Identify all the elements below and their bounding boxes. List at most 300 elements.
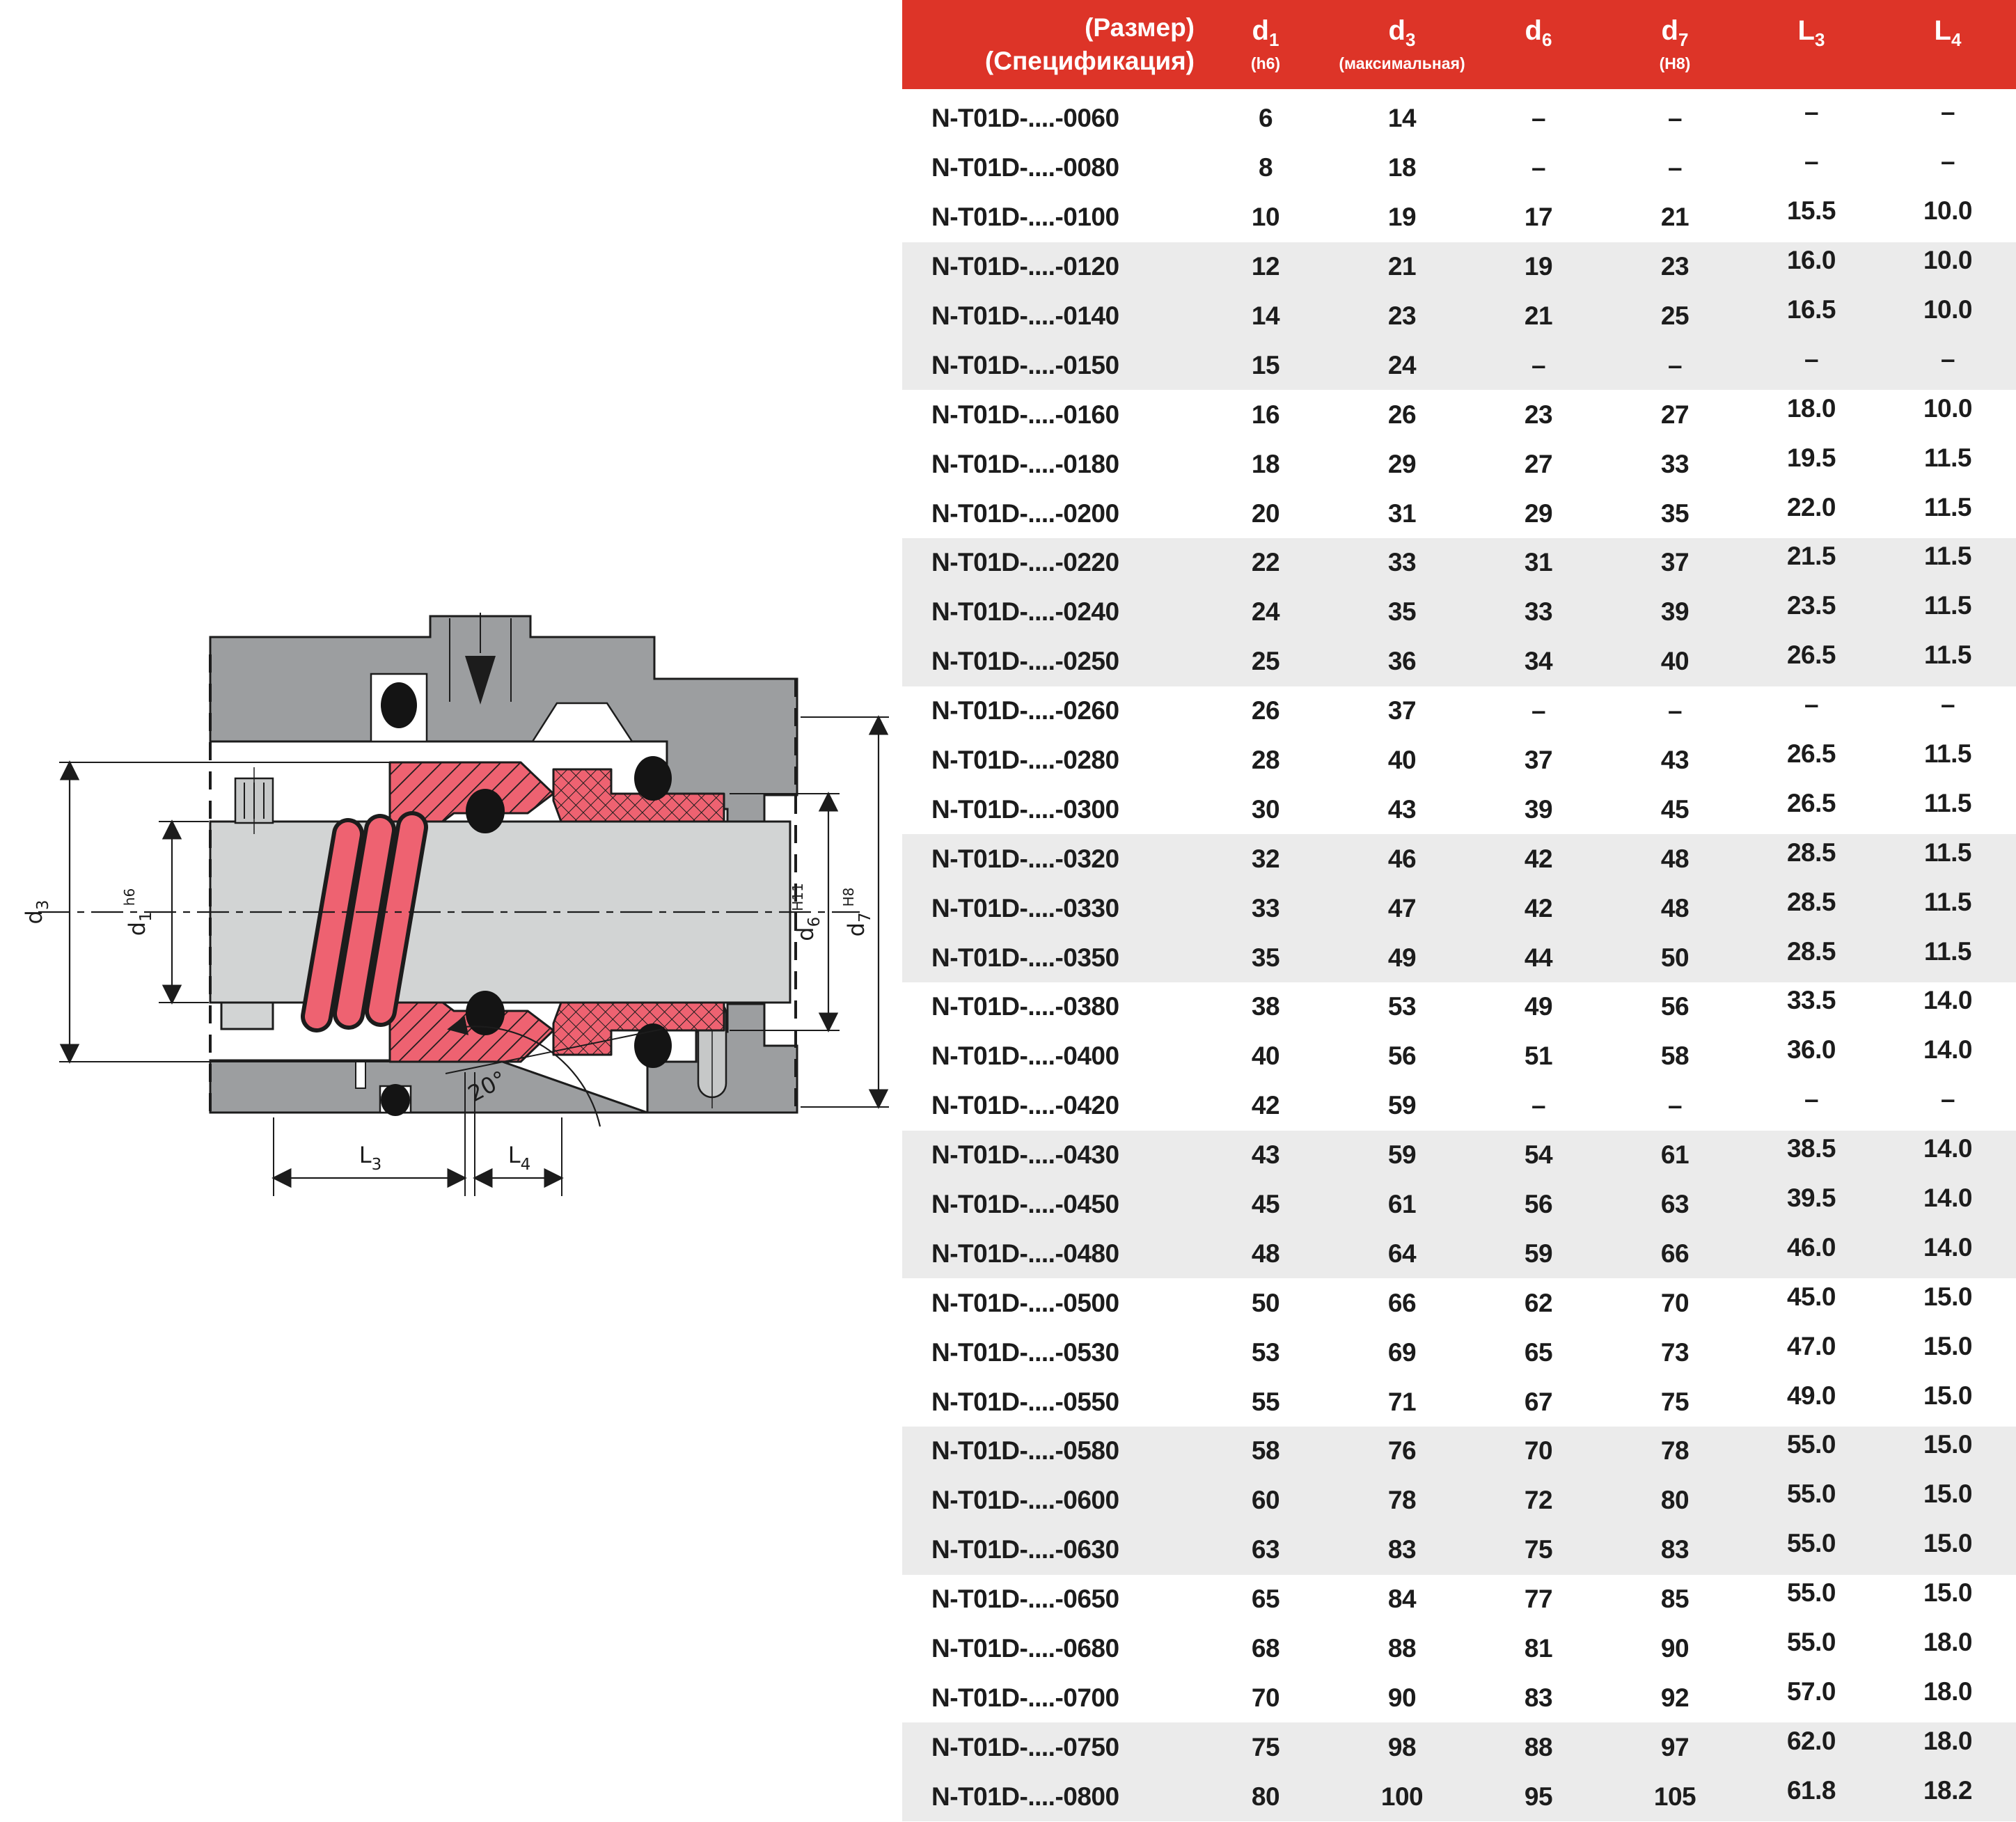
L3-label: $L_3$	[359, 1142, 382, 1174]
value-cell: 21	[1524, 301, 1553, 330]
model-cell: N-T01D-....-0280	[931, 746, 1119, 775]
value-cell: 18	[1251, 449, 1280, 478]
value-cell: 23	[1660, 252, 1690, 281]
value-cell: 67	[1524, 1387, 1553, 1416]
value-cell: 33	[1387, 548, 1417, 577]
value-cell: 54	[1524, 1140, 1553, 1170]
value-cell: 11.5	[1924, 591, 1971, 620]
value-cell: 38.5	[1786, 1134, 1836, 1163]
spec-row	[902, 1180, 2016, 1230]
value-cell: 51	[1524, 1042, 1553, 1071]
model-cell: N-T01D-....-0320	[931, 844, 1119, 873]
spec-row	[902, 1328, 2016, 1377]
value-cell: 97	[1660, 1732, 1690, 1761]
value-cell: 25	[1660, 301, 1690, 330]
model-cell: N-T01D-....-0480	[931, 1239, 1119, 1268]
value-cell: 83	[1387, 1535, 1417, 1564]
value-cell: 45	[1660, 794, 1690, 824]
value-cell: 62.0	[1786, 1726, 1836, 1755]
value-cell: 14.0	[1923, 1232, 1972, 1262]
value-cell: 39	[1524, 794, 1553, 824]
value-cell: 47.0	[1786, 1331, 1836, 1360]
L4-label: $L_4$	[507, 1142, 531, 1174]
value-cell: 71	[1387, 1387, 1417, 1416]
value-cell: 14.0	[1923, 1035, 1972, 1065]
d7-label: $d_7^{H8}$	[840, 887, 874, 937]
model-cell: N-T01D-....-0700	[931, 1683, 1119, 1712]
value-cell: –	[1531, 153, 1546, 182]
model-cell: N-T01D-....-0800	[931, 1782, 1119, 1811]
value-cell: 15.0	[1923, 1430, 1972, 1459]
spec-row	[902, 686, 2016, 736]
value-cell: 19	[1387, 203, 1417, 232]
value-cell: 66	[1660, 1239, 1690, 1268]
value-cell: 75	[1660, 1387, 1690, 1416]
seal-cross-section-diagram	[0, 613, 891, 1281]
col-header-d6: $d_6$	[1525, 15, 1552, 50]
value-cell: 70	[1251, 1683, 1280, 1712]
value-cell: 14	[1251, 301, 1280, 330]
value-cell: 10.0	[1923, 196, 1972, 226]
value-cell: 22.0	[1786, 492, 1836, 521]
value-cell: –	[1531, 1091, 1546, 1120]
value-cell: 80	[1660, 1486, 1690, 1515]
spec-table-header	[902, 0, 2016, 89]
spec-row	[902, 292, 2016, 341]
spec-row	[902, 1575, 2016, 1624]
value-cell: 24	[1251, 597, 1280, 627]
spec-row	[902, 982, 2016, 1032]
seal-diagram	[0, 613, 891, 1281]
value-cell: 14.0	[1923, 986, 1972, 1015]
value-cell: 49	[1524, 992, 1553, 1021]
spec-table-body	[902, 94, 2016, 1821]
model-cell: N-T01D-....-0580	[931, 1436, 1119, 1466]
value-cell: 16.0	[1786, 246, 1836, 275]
col-header-d3: $d_3$ (максимальная)	[1339, 15, 1465, 72]
value-cell: 11.5	[1924, 492, 1971, 521]
spec-row	[902, 439, 2016, 489]
value-cell: 33.5	[1786, 986, 1836, 1015]
value-cell: 18.0	[1786, 393, 1836, 423]
value-cell: 15.0	[1923, 1479, 1972, 1509]
value-cell: –	[1531, 350, 1546, 379]
value-cell: 84	[1387, 1585, 1417, 1614]
value-cell: 23.5	[1786, 591, 1836, 620]
value-cell: 11.5	[1924, 641, 1971, 670]
model-cell: N-T01D-....-0250	[931, 647, 1119, 676]
value-cell: 11.5	[1924, 542, 1971, 571]
model-cell: N-T01D-....-0350	[931, 943, 1119, 972]
value-cell: 53	[1251, 1337, 1280, 1367]
value-cell: 22	[1251, 548, 1280, 577]
shaft-shoulder	[221, 1003, 273, 1029]
value-cell: 83	[1524, 1683, 1553, 1712]
value-cell: –	[1940, 97, 1955, 127]
value-cell: 18.2	[1923, 1775, 1972, 1805]
spec-row	[902, 933, 2016, 982]
value-cell: 55	[1251, 1387, 1280, 1416]
value-cell: 11.5	[1924, 887, 1971, 916]
model-cell: N-T01D-....-0240	[931, 597, 1119, 627]
value-cell: 73	[1660, 1337, 1690, 1367]
col-header-d7: $d_7$ (H8)	[1659, 15, 1691, 72]
value-cell: 46	[1387, 844, 1417, 873]
value-cell: 35	[1387, 597, 1417, 627]
spec-row	[902, 242, 2016, 292]
value-cell: 23	[1387, 301, 1417, 330]
o-ring-top-left	[466, 789, 505, 833]
value-cell: 21.5	[1786, 542, 1836, 571]
value-cell: 42	[1251, 1091, 1280, 1120]
value-cell: 18.0	[1923, 1676, 1972, 1706]
value-cell: –	[1940, 344, 1955, 373]
value-cell: 31	[1387, 498, 1417, 528]
value-cell: 27	[1660, 400, 1690, 429]
spec-row	[902, 1525, 2016, 1575]
bottom-slot	[356, 1060, 365, 1088]
value-cell: 36.0	[1786, 1035, 1836, 1065]
value-cell: 11.5	[1924, 443, 1971, 472]
model-cell: N-T01D-....-0420	[931, 1091, 1119, 1120]
model-cell: N-T01D-....-0140	[931, 301, 1119, 330]
value-cell: 65	[1251, 1585, 1280, 1614]
value-cell: 37	[1660, 548, 1690, 577]
model-cell: N-T01D-....-0260	[931, 696, 1119, 725]
o-ring-bottom-housing	[381, 1084, 410, 1116]
value-cell: 26	[1387, 400, 1417, 429]
value-cell: 65	[1524, 1337, 1553, 1367]
value-cell: 48	[1251, 1239, 1280, 1268]
value-cell: 72	[1524, 1486, 1553, 1515]
value-cell: 8	[1258, 153, 1273, 182]
model-cell: N-T01D-....-0430	[931, 1140, 1119, 1170]
spec-row	[902, 489, 2016, 538]
value-cell: 69	[1387, 1337, 1417, 1367]
value-cell: 11.5	[1924, 936, 1971, 966]
d1-label: $d_1^{h6}$	[121, 888, 155, 936]
spec-row	[902, 1427, 2016, 1476]
value-cell: 90	[1387, 1683, 1417, 1712]
spring-coils	[317, 827, 412, 1016]
model-cell: N-T01D-....-0680	[931, 1634, 1119, 1663]
model-cell: N-T01D-....-0150	[931, 350, 1119, 379]
value-cell: 31	[1524, 548, 1553, 577]
value-cell: 21	[1387, 252, 1417, 281]
value-cell: 26.5	[1786, 739, 1836, 769]
value-cell: 68	[1251, 1634, 1280, 1663]
value-cell: 42	[1524, 893, 1553, 922]
model-cell: N-T01D-....-0500	[931, 1288, 1119, 1317]
value-cell: –	[1940, 147, 1955, 176]
value-cell: 15.0	[1923, 1381, 1972, 1410]
value-cell: 28.5	[1786, 838, 1836, 867]
value-cell: 80	[1251, 1782, 1280, 1811]
value-cell: 61	[1660, 1140, 1690, 1170]
value-cell: 38	[1251, 992, 1280, 1021]
model-cell: N-T01D-....-0220	[931, 548, 1119, 577]
value-cell: –	[1531, 104, 1546, 133]
value-cell: 15.0	[1923, 1331, 1972, 1360]
value-cell: 66	[1387, 1288, 1417, 1317]
value-cell: 15.0	[1923, 1578, 1972, 1608]
spec-row	[902, 1032, 2016, 1081]
value-cell: –	[1940, 1085, 1955, 1114]
value-cell: 75	[1251, 1732, 1280, 1761]
spec-row	[902, 193, 2016, 242]
value-cell: 64	[1387, 1239, 1417, 1268]
spec-row	[902, 588, 2016, 637]
value-cell: –	[1940, 690, 1955, 719]
value-cell: 43	[1251, 1140, 1280, 1170]
value-cell: 61	[1387, 1190, 1417, 1219]
value-cell: 81	[1524, 1634, 1553, 1663]
value-cell: –	[1804, 1085, 1819, 1114]
spec-table	[902, 0, 2016, 1822]
value-cell: 19.5	[1786, 443, 1836, 472]
value-cell: 23	[1524, 400, 1553, 429]
value-cell: 55.0	[1786, 1529, 1836, 1558]
value-cell: 47	[1387, 893, 1417, 922]
value-cell: 56	[1660, 992, 1690, 1021]
value-cell: –	[1667, 104, 1683, 133]
value-cell: 42	[1524, 844, 1553, 873]
value-cell: 61.8	[1786, 1775, 1836, 1805]
value-cell: 44	[1524, 943, 1553, 972]
value-cell: 70	[1524, 1436, 1553, 1466]
value-cell: 33	[1524, 597, 1553, 627]
model-cell: N-T01D-....-0160	[931, 400, 1119, 429]
model-cell: N-T01D-....-0100	[931, 203, 1119, 232]
value-cell: 98	[1387, 1732, 1417, 1761]
value-cell: 43	[1387, 794, 1417, 824]
value-cell: 26.5	[1786, 788, 1836, 817]
spec-row	[902, 143, 2016, 193]
value-cell: 40	[1660, 647, 1690, 676]
value-cell: 59	[1524, 1239, 1553, 1268]
value-cell: 88	[1387, 1634, 1417, 1663]
model-cell: N-T01D-....-0650	[931, 1585, 1119, 1614]
value-cell: 15.0	[1923, 1282, 1972, 1311]
value-cell: 11.5	[1924, 739, 1971, 769]
value-cell: 15.0	[1923, 1529, 1972, 1558]
value-cell: 12	[1251, 252, 1280, 281]
value-cell: –	[1667, 350, 1683, 379]
value-cell: 43	[1660, 746, 1690, 775]
value-cell: 33	[1660, 449, 1690, 478]
value-cell: 28	[1251, 746, 1280, 775]
value-cell: 26.5	[1786, 641, 1836, 670]
value-cell: 92	[1660, 1683, 1690, 1712]
o-ring-bottom-right	[634, 1023, 672, 1068]
spec-row	[902, 785, 2016, 834]
value-cell: 34	[1524, 647, 1553, 676]
model-cell: N-T01D-....-0300	[931, 794, 1119, 824]
value-cell: –	[1667, 696, 1683, 725]
value-cell: 63	[1660, 1190, 1690, 1219]
value-cell: 46.0	[1786, 1232, 1836, 1262]
value-cell: 28.5	[1786, 936, 1836, 966]
value-cell: –	[1667, 153, 1683, 182]
model-cell: N-T01D-....-0450	[931, 1190, 1119, 1219]
value-cell: 28.5	[1786, 887, 1836, 916]
spec-row	[902, 1476, 2016, 1525]
value-cell: 48	[1660, 893, 1690, 922]
value-cell: 49	[1387, 943, 1417, 972]
model-cell: N-T01D-....-0530	[931, 1337, 1119, 1367]
spec-row	[902, 736, 2016, 785]
angle-label: 20°	[463, 1065, 511, 1108]
value-cell: 15	[1251, 350, 1280, 379]
value-cell: 58	[1660, 1042, 1690, 1071]
col-header-d1: $d_1$ (h6)	[1250, 15, 1281, 72]
model-cell: N-T01D-....-0380	[931, 992, 1119, 1021]
value-cell: 17	[1524, 203, 1553, 232]
value-cell: 55.0	[1786, 1628, 1836, 1657]
model-cell: N-T01D-....-0600	[931, 1486, 1119, 1515]
spec-row	[902, 1081, 2016, 1131]
value-cell: 26	[1251, 696, 1280, 725]
col-header-model	[902, 0, 1197, 89]
value-cell: 40	[1251, 1042, 1280, 1071]
value-cell: 10.0	[1923, 393, 1972, 423]
model-cell: N-T01D-....-0080	[931, 153, 1119, 182]
col-header-L4: $L_4$	[1934, 15, 1962, 50]
value-cell: 50	[1251, 1288, 1280, 1317]
value-cell: 59	[1387, 1091, 1417, 1120]
value-cell: 55.0	[1786, 1578, 1836, 1608]
value-cell: 78	[1660, 1436, 1690, 1466]
value-cell: 56	[1524, 1190, 1553, 1219]
value-cell: 21	[1660, 203, 1690, 232]
value-cell: 50	[1660, 943, 1690, 972]
value-cell: 60	[1251, 1486, 1280, 1515]
value-cell: 55.0	[1786, 1479, 1836, 1509]
value-cell: 18.0	[1923, 1726, 1972, 1755]
value-cell: 15.5	[1786, 196, 1836, 226]
value-cell: 10.0	[1923, 295, 1972, 324]
value-cell: 45	[1251, 1190, 1280, 1219]
spec-row	[902, 637, 2016, 686]
value-cell: 63	[1251, 1535, 1280, 1564]
value-cell: –	[1804, 344, 1819, 373]
spec-row	[902, 1772, 2016, 1821]
value-cell: 83	[1660, 1535, 1690, 1564]
col-header-L3: $L_3$	[1797, 15, 1825, 50]
model-cell: N-T01D-....-0400	[931, 1042, 1119, 1071]
value-cell: 20	[1251, 498, 1280, 528]
value-cell: 29	[1524, 498, 1553, 528]
model-cell: N-T01D-....-0200	[931, 498, 1119, 528]
value-cell: –	[1531, 696, 1546, 725]
value-cell: 77	[1524, 1585, 1553, 1614]
spec-row	[902, 340, 2016, 390]
model-cell: N-T01D-....-0060	[931, 104, 1119, 133]
col-header-model-line1: (Размер)	[1085, 13, 1195, 42]
value-cell: 29	[1387, 449, 1417, 478]
value-cell: 100	[1380, 1782, 1424, 1811]
value-cell: 39	[1660, 597, 1690, 627]
value-cell: 58	[1251, 1436, 1280, 1466]
value-cell: 33	[1251, 893, 1280, 922]
value-cell: 39.5	[1786, 1184, 1836, 1213]
model-cell: N-T01D-....-0550	[931, 1387, 1119, 1416]
value-cell: 57.0	[1786, 1676, 1836, 1706]
value-cell: 55.0	[1786, 1430, 1836, 1459]
value-cell: 14	[1387, 104, 1417, 133]
spec-row	[902, 538, 2016, 588]
value-cell: 35	[1660, 498, 1690, 528]
value-cell: 27	[1524, 449, 1553, 478]
o-ring-top-housing	[381, 682, 417, 728]
model-cell: N-T01D-....-0330	[931, 893, 1119, 922]
value-cell: 16.5	[1786, 295, 1836, 324]
value-cell: 40	[1387, 746, 1417, 775]
value-cell: 95	[1524, 1782, 1553, 1811]
spec-row	[902, 1377, 2016, 1427]
value-cell: 19	[1524, 252, 1553, 281]
value-cell: 37	[1524, 746, 1553, 775]
value-cell: 85	[1660, 1585, 1690, 1614]
value-cell: 56	[1387, 1042, 1417, 1071]
value-cell: 53	[1387, 992, 1417, 1021]
value-cell: –	[1804, 690, 1819, 719]
value-cell: 14.0	[1923, 1134, 1972, 1163]
d6-label: $d_6^{H11}$	[789, 883, 824, 941]
bottom-housing	[210, 1060, 647, 1113]
value-cell: 16	[1251, 400, 1280, 429]
value-cell: 59	[1387, 1140, 1417, 1170]
col-header-model-line2: (Спецификация)	[984, 47, 1195, 75]
value-cell: 48	[1660, 844, 1690, 873]
value-cell: 11.5	[1924, 788, 1971, 817]
value-cell: 78	[1387, 1486, 1417, 1515]
value-cell: 88	[1524, 1732, 1553, 1761]
value-cell: 14.0	[1923, 1184, 1972, 1213]
spec-row	[902, 1674, 2016, 1723]
spec-row	[902, 1722, 2016, 1772]
value-cell: 76	[1387, 1436, 1417, 1466]
spec-row	[902, 1229, 2016, 1278]
d3-label: $d_3$	[21, 900, 52, 925]
value-cell: 105	[1653, 1782, 1696, 1811]
model-cell: N-T01D-....-0120	[931, 252, 1119, 281]
value-cell: 62	[1524, 1288, 1553, 1317]
model-cell: N-T01D-....-0750	[931, 1732, 1119, 1761]
value-cell: 32	[1251, 844, 1280, 873]
value-cell: 70	[1660, 1288, 1690, 1317]
value-cell: 18	[1387, 153, 1417, 182]
value-cell: 25	[1251, 647, 1280, 676]
value-cell: –	[1667, 1091, 1683, 1120]
spec-row	[902, 834, 2016, 883]
value-cell: 35	[1251, 943, 1280, 972]
spec-row	[902, 883, 2016, 933]
value-cell: 10	[1251, 203, 1280, 232]
value-cell: 37	[1387, 696, 1417, 725]
value-cell: 11.5	[1924, 838, 1971, 867]
value-cell: –	[1804, 147, 1819, 176]
model-cell: N-T01D-....-0180	[931, 449, 1119, 478]
spec-row	[902, 94, 2016, 143]
value-cell: 18.0	[1923, 1628, 1972, 1657]
value-cell: 75	[1524, 1535, 1553, 1564]
value-cell: 6	[1258, 104, 1273, 133]
value-cell: –	[1804, 97, 1819, 127]
model-cell: N-T01D-....-0630	[931, 1535, 1119, 1564]
spec-row	[902, 390, 2016, 439]
value-cell: 30	[1251, 794, 1280, 824]
